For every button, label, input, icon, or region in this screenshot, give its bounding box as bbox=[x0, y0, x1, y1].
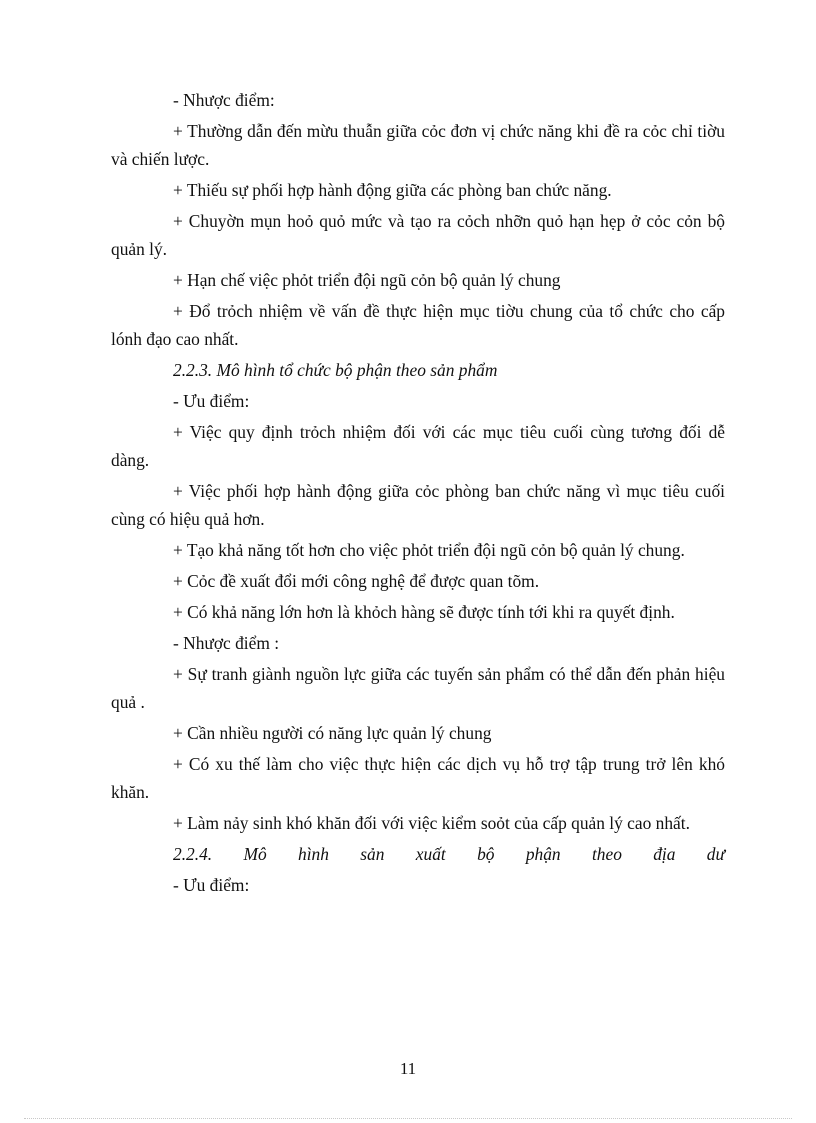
paragraph-6: + Đổ trỏch nhiệm về vấn đề thực hiện mục tiờu chung của tổ chức cho cấp lónh đạo cao nhất. bbox=[111, 301, 725, 349]
paragraph-16: + Cần nhiều người có năng lực quản lý chung bbox=[173, 723, 492, 743]
paragraph-3: + Thiếu sự phối hợp hành động giữa các phòng ban chức năng. bbox=[173, 180, 612, 200]
paragraph-20: - Ưu điểm: bbox=[173, 875, 250, 895]
paragraph-2: + Thường dẫn đến mừu thuẫn giữa cỏc đơn vị chức năng khi đề ra cỏc chỉ tiờu và chiến lược. bbox=[111, 121, 725, 169]
paragraph-4: + Chuyờn mụn hoỏ quỏ mức và tạo ra cỏch nhỡn quỏ hạn hẹp ở cỏc cỏn bộ quản lý. bbox=[111, 211, 725, 259]
paragraph-15: + Sự tranh giành nguồn lực giữa các tuyến sản phẩm có thể dẫn đến phản hiệu quả . bbox=[111, 664, 725, 712]
paragraph-10: + Việc phối hợp hành động giữa cỏc phòng ban chức năng vì mục tiêu cuối cùng có hiệu quả hơn. bbox=[111, 481, 725, 529]
paragraph-18: + Làm nảy sinh khó khăn đối với việc kiểm soỏt của cấp quản lý cao nhất. bbox=[173, 813, 690, 833]
paragraph-13: + Có khả năng lớn hơn là khỏch hàng sẽ được tính tới khi ra quyết định. bbox=[173, 602, 675, 622]
section-heading-2-2-4: 2.2.4. Mô hình sản xuất bộ phận theo địa dư bbox=[173, 844, 725, 864]
paragraph-11: + Tạo khả năng tốt hơn cho việc phỏt triển đội ngũ cỏn bộ quản lý chung. bbox=[173, 540, 685, 560]
paragraph-1: - Nhược điểm: bbox=[173, 90, 275, 110]
paragraph-14: - Nhược điểm : bbox=[173, 633, 280, 653]
paragraph-5: + Hạn chế việc phỏt triển đội ngũ cỏn bộ quản lý chung bbox=[173, 270, 561, 290]
page-bottom-divider bbox=[24, 1118, 792, 1119]
paragraph-8: - Ưu điểm: bbox=[173, 391, 250, 411]
section-heading-2-2-3: 2.2.3. Mô hình tổ chức bộ phận theo sản phẩm bbox=[173, 360, 498, 380]
paragraph-12: + Cỏc đề xuất đổi mới công nghệ để được quan tõm. bbox=[173, 571, 540, 591]
paragraph-9: + Việc quy định trỏch nhiệm đối với các mục tiêu cuối cùng tương đối dễ dàng. bbox=[111, 422, 725, 470]
paragraph-17: + Có xu thế làm cho việc thực hiện các dịch vụ hỗ trợ tập trung trở lên khó khăn. bbox=[111, 754, 725, 802]
page-number: 11 bbox=[399, 1059, 417, 1078]
document-body bbox=[111, 86, 725, 902]
